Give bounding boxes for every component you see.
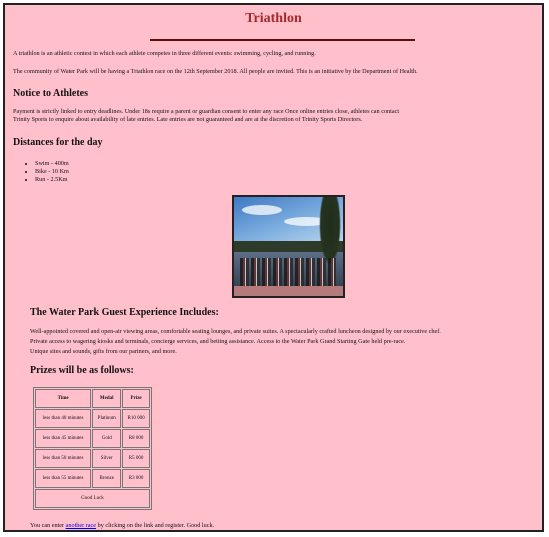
- experience-line-3: Unique sites and sounds, gifts from our partners, and more.: [30, 348, 177, 355]
- column-header-prize: Prize: [122, 389, 150, 408]
- list-item: • Bike - 10 Km: [35, 168, 69, 176]
- table-cell: less than 40 minutes: [35, 409, 91, 428]
- table-cell: R3 000: [122, 469, 150, 488]
- prizes-heading: Prizes will be as follows:: [30, 365, 134, 376]
- intro-paragraph: A triathlon is an athletic contest in which each athlete competes in three different events: swimming, cycling, and running.: [13, 50, 316, 57]
- list-item: • Swim - 400m: [35, 160, 69, 168]
- table-cell: R5 000: [122, 449, 150, 468]
- notice-line-2: Trinity Sports to enquire about availability of late entries. Late entries are not guaranteed and are at the discretion of Trinity Sports Directors.: [13, 116, 363, 123]
- table-cell: Gold: [92, 429, 121, 448]
- experience-line-1: Well-appointed covered and open-air viewing areas, comfortable seating lounges, and private suites. A spectacularly crafted luncheon designed by our executive chef.: [30, 328, 441, 335]
- another-race-link[interactable]: another race: [65, 522, 97, 529]
- notice-heading: Notice to Athletes: [13, 88, 88, 99]
- triathlon-photo: [232, 195, 345, 298]
- table-row: [35, 429, 150, 448]
- experience-heading: The Water Park Guest Experience Includes:: [30, 307, 219, 318]
- photo-tree: [319, 197, 341, 266]
- photo-ground: [234, 286, 343, 296]
- column-header-medal: Medal: [92, 389, 121, 408]
- footer-text-after: by clicking on the link and register. Good luck.: [96, 522, 215, 529]
- title-divider: [150, 39, 415, 41]
- distances-heading: Distances for the day: [13, 137, 103, 148]
- table-cell: R8 000: [122, 429, 150, 448]
- good-luck-cell: Good Luck: [35, 489, 150, 508]
- notice-line-1: Payment is strictly linked to entry deadlines. Under 18s require a parent or guardian consent to enter any race Once online entries close, athletes can contact: [13, 108, 400, 115]
- community-paragraph: The community of Water Park will be having a Triathlon race on the 12th September 2018. All people are invited. This is an initiative by the Department of Health.: [13, 68, 418, 75]
- experience-line-2: Private access to wagering kiosks and terminals, concierge services, and betting assistance. Access to the Water Park Grand Starting Gate held pre-race.: [30, 338, 406, 345]
- column-header-time: Time: [35, 389, 91, 408]
- table-cell: less than 55 minutes: [35, 469, 91, 488]
- footer-text-before: You can enter: [30, 522, 66, 529]
- footer-text: [30, 522, 214, 530]
- table-cell: Platinum: [92, 409, 121, 428]
- distances-list: [27, 160, 69, 184]
- table-cell: less than 50 minutes: [35, 449, 91, 468]
- table-cell: less than 45 minutes: [35, 429, 91, 448]
- table-cell: Bronze: [92, 469, 121, 488]
- table-footer-row: [35, 489, 150, 508]
- page-frame: [3, 3, 544, 532]
- table-header-row: [35, 389, 150, 408]
- table-row: [35, 469, 150, 488]
- photo-athletes: [240, 258, 336, 286]
- table-row: [35, 409, 150, 428]
- page-title: Triathlon: [245, 11, 302, 26]
- table-cell: Silver: [92, 449, 121, 468]
- list-item: • Run - 2.5Km: [35, 176, 69, 184]
- table-row: [35, 449, 150, 468]
- photo-cloud: [242, 205, 282, 215]
- prizes-table: [33, 387, 152, 510]
- table-cell: R10 000: [122, 409, 150, 428]
